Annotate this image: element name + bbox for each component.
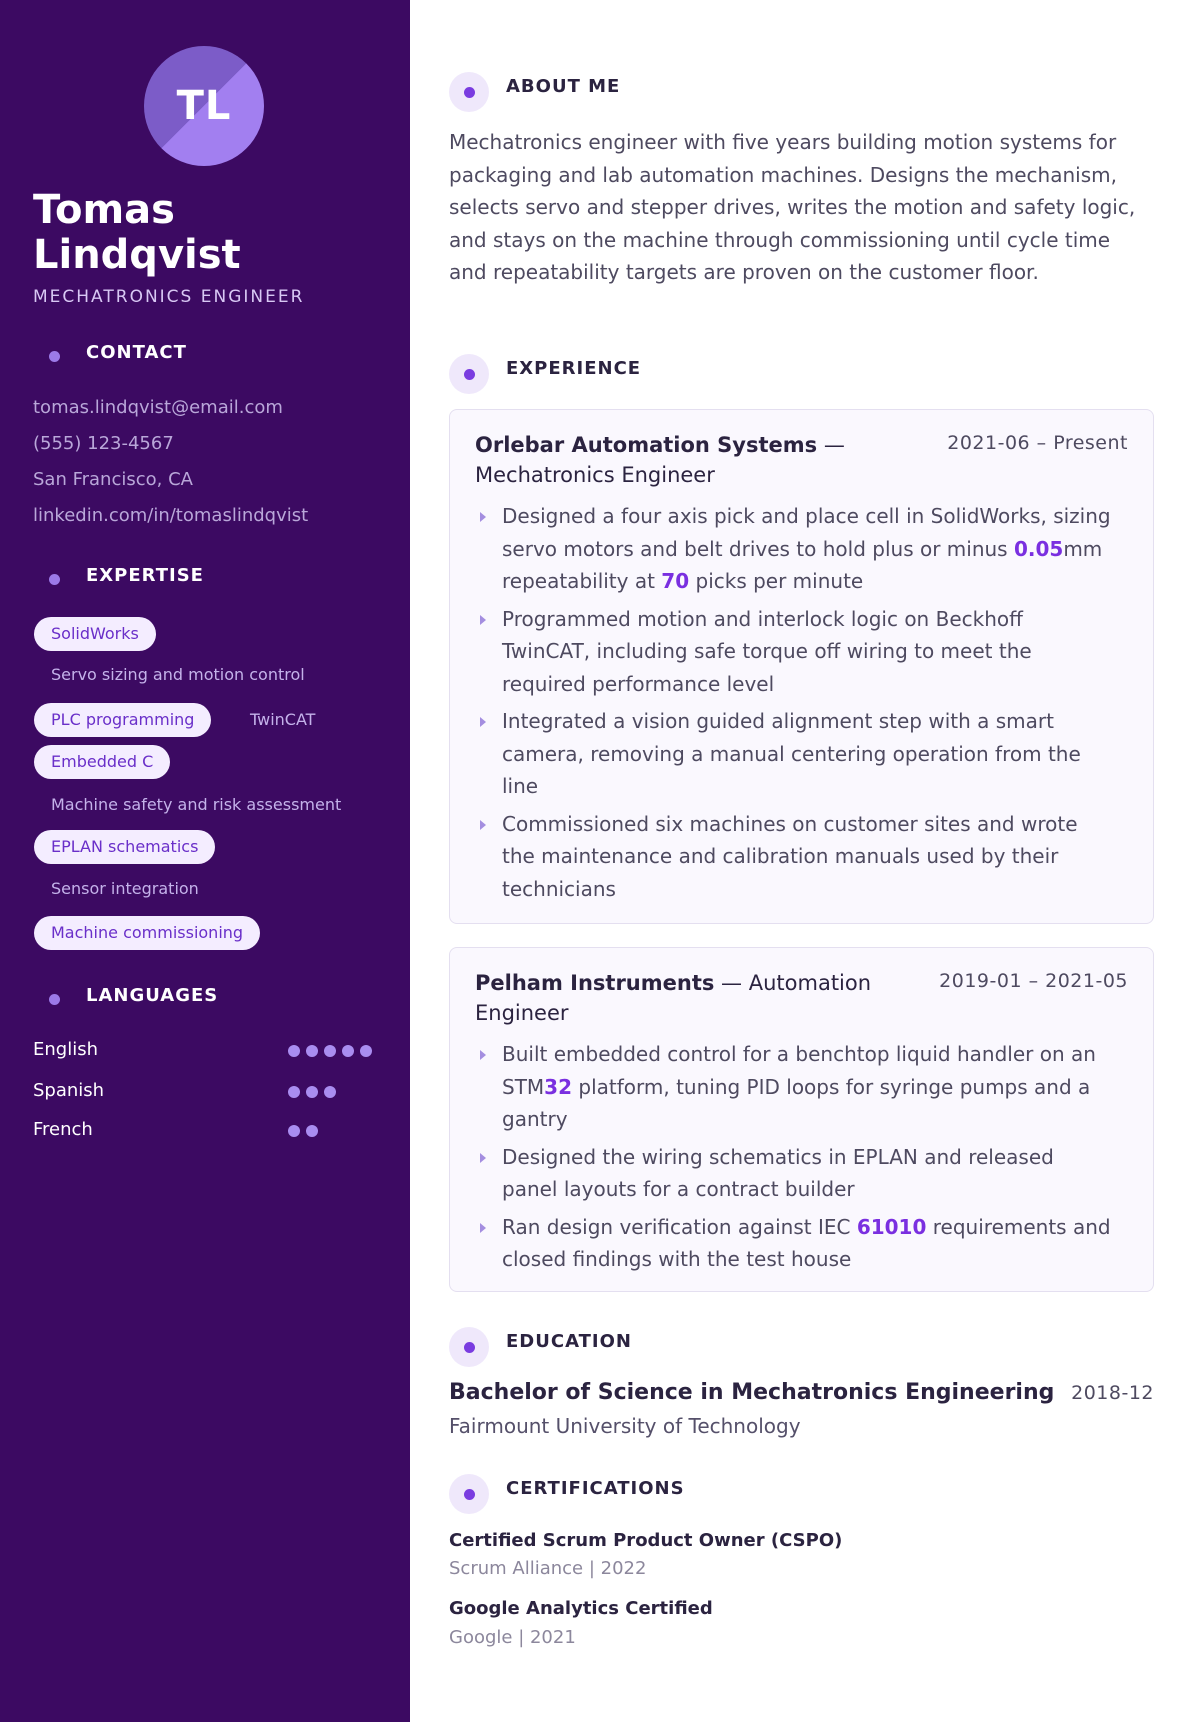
- education-date: 2018-12: [1071, 1382, 1154, 1404]
- experience-heading-label: EXPERIENCE: [506, 357, 642, 379]
- highlight-value: 32: [544, 1074, 573, 1099]
- bullet-dot-icon: [49, 351, 60, 362]
- highlight-value: 61010: [856, 1214, 927, 1239]
- skill-tag: SolidWorks: [34, 617, 156, 651]
- bullet-dot-icon: [49, 574, 60, 585]
- skill-tag: Embedded C: [34, 745, 170, 779]
- bullet-dot-icon: [49, 994, 60, 1005]
- job-card: [449, 947, 1154, 1292]
- contact-location: San Francisco, CA: [33, 469, 193, 490]
- level-dot-icon: [342, 1045, 354, 1057]
- candidate-name: Tomas Lindqvist: [33, 187, 241, 278]
- language-name: English: [33, 1039, 98, 1060]
- contact-email[interactable]: tomas.lindqvist@email.com: [33, 397, 283, 418]
- section-dot-icon: [449, 354, 489, 394]
- level-dot-icon: [288, 1086, 300, 1098]
- skill-tag: PLC programming: [34, 703, 211, 737]
- skill-tag: TwinCAT: [250, 710, 316, 729]
- level-dot-icon: [324, 1045, 336, 1057]
- expertise-heading: [33, 565, 204, 586]
- contact-heading: [33, 342, 187, 363]
- section-dot-icon: [449, 1474, 489, 1514]
- job-dates: 2021-06 – Present: [947, 432, 1128, 454]
- section-dot-icon: [449, 72, 489, 112]
- education-degree: Bachelor of Science in Mechatronics Engineering: [449, 1380, 1055, 1405]
- list-item: Ran design verification against IEC 61010 requirements and closed findings with the test house: [475, 1211, 1115, 1276]
- language-level: [288, 1086, 342, 1098]
- education-heading-label: EDUCATION: [506, 1330, 632, 1352]
- certifications-heading-label: CERTIFICATIONS: [506, 1477, 685, 1499]
- skill-tag: Sensor integration: [51, 879, 199, 898]
- contact-linkedin[interactable]: linkedin.com/in/tomaslindqvist: [33, 505, 309, 526]
- highlight-value: 0.05: [1013, 536, 1064, 561]
- language-level: [288, 1125, 324, 1137]
- level-dot-icon: [288, 1045, 300, 1057]
- job-header: [475, 968, 895, 1028]
- level-dot-icon: [360, 1045, 372, 1057]
- section-dot-icon: [449, 1327, 489, 1367]
- education-school: Fairmount University of Technology: [449, 1414, 801, 1438]
- job-company: Pelham Instruments: [475, 971, 715, 995]
- languages-heading: [33, 985, 218, 1006]
- skill-tag: Servo sizing and motion control: [51, 665, 305, 684]
- list-item: Designed a four axis pick and place cell in SolidWorks, sizing servo motors and belt drives to hold plus or minus 0.05mm repeatability at 70 picks per minute: [475, 500, 1115, 598]
- job-header: [475, 430, 895, 490]
- contact-heading-label: CONTACT: [86, 342, 187, 363]
- certification-meta: Scrum Alliance | 2022: [449, 1558, 647, 1579]
- level-dot-icon: [306, 1045, 318, 1057]
- list-item: Commissioned six machines on customer sites and wrote the maintenance and calibration manuals used by their technicians: [475, 808, 1115, 906]
- job-role: Mechatronics Engineer: [475, 463, 715, 487]
- level-dot-icon: [288, 1125, 300, 1137]
- languages-heading-label: LANGUAGES: [86, 985, 219, 1006]
- certification-meta: Google | 2021: [449, 1627, 576, 1648]
- language-name: French: [33, 1119, 93, 1140]
- list-item: Built embedded control for a benchtop liquid handler on an STM32 platform, tuning PID loops for syringe pumps and a gantry: [475, 1038, 1115, 1136]
- list-item: Programmed motion and interlock logic on Beckhoff TwinCAT, including safe torque off wiring to meet the required performance level: [475, 603, 1115, 701]
- job-dates: 2019-01 – 2021-05: [939, 970, 1128, 992]
- job-separator: —: [714, 971, 749, 995]
- experience-heading: [449, 354, 641, 394]
- language-level: [288, 1045, 378, 1057]
- about-heading-label: ABOUT ME: [506, 75, 621, 97]
- certification-name: Google Analytics Certified: [449, 1598, 713, 1619]
- job-bullets: [475, 1038, 1115, 1281]
- level-dot-icon: [324, 1086, 336, 1098]
- language-name: Spanish: [33, 1080, 105, 1101]
- list-item: Integrated a vision guided alignment step with a smart camera, removing a manual centering operation from the line: [475, 705, 1115, 803]
- job-company: Orlebar Automation Systems: [475, 433, 818, 457]
- job-card: [449, 409, 1154, 924]
- highlight-value: 70: [661, 569, 690, 593]
- about-text: Mechatronics engineer with five years building motion systems for packaging and lab automation machines. Designs the mechanism, selects servo and stepper drives, writes the motion and safety logic, and stays on the machine through commissioning until cycle time and repeatability targets are proven on the customer floor.: [449, 130, 1136, 284]
- about-heading: [449, 72, 620, 112]
- expertise-heading-label: EXPERTISE: [86, 565, 204, 586]
- level-dot-icon: [306, 1086, 318, 1098]
- list-item: Designed the wiring schematics in EPLAN and released panel layouts for a contract builder: [475, 1141, 1115, 1206]
- candidate-title: MECHATRONICS ENGINEER: [33, 287, 305, 307]
- certification-name: Certified Scrum Product Owner (CSPO): [449, 1530, 843, 1551]
- skill-tag: Machine commissioning: [34, 916, 260, 950]
- job-separator: —: [817, 433, 845, 457]
- contact-phone[interactable]: (555) 123-4567: [33, 433, 174, 454]
- skill-tag: EPLAN schematics: [34, 830, 215, 864]
- job-bullets: [475, 500, 1115, 910]
- education-heading: [449, 1327, 632, 1367]
- certifications-heading: [449, 1474, 685, 1514]
- skill-tag: Machine safety and risk assessment: [51, 795, 342, 814]
- avatar: TL: [144, 46, 264, 166]
- level-dot-icon: [306, 1125, 318, 1137]
- job-role: Automation Engineer: [475, 971, 872, 1025]
